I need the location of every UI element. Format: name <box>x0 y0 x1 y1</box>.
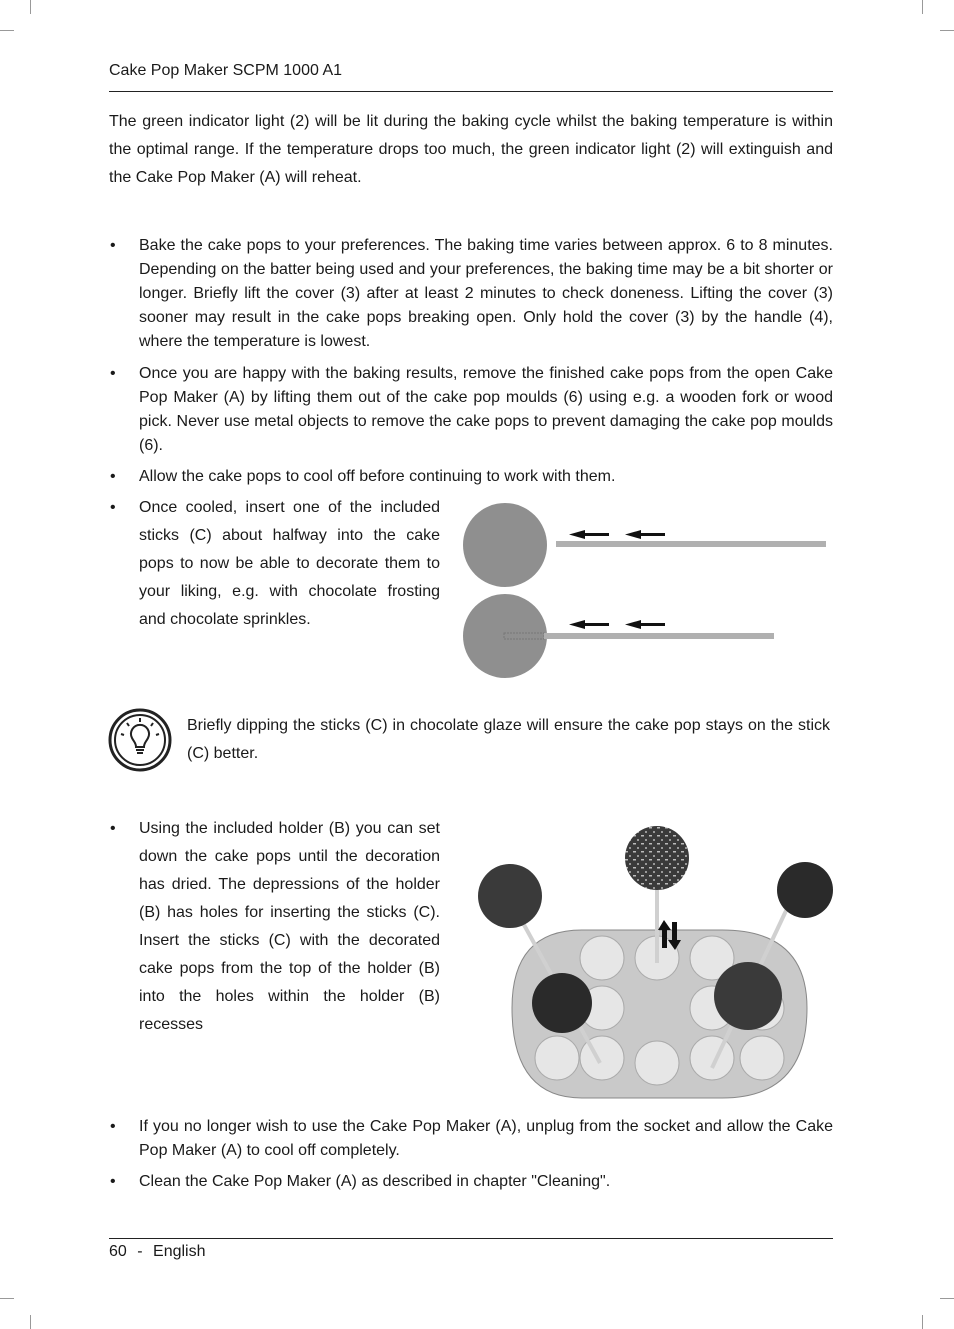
page-header: Cake Pop Maker SCPM 1000 A1 <box>109 62 343 79</box>
crop-mark <box>30 1315 31 1329</box>
header-rule <box>109 91 833 92</box>
cake-pop-sprinkles <box>625 826 689 890</box>
bullet-holder: Using the included holder (B) you can set down the cake pops until the decoration has dried. The depressions of the holder (B) has holes for inserting the sticks (C). Insert the sticks (C) with the decorated cake pops from the top of the holder (B) into the holes within the holder (B) recesses <box>139 820 440 1033</box>
bullet-remove: Once you are happy with the baking results, remove the finished cake pops from the open Cake Pop Maker (A) by lifting them out of the cake pop moulds (6) using e.g. a wooden fork or wood pick. Never use metal objects to remove the cake pops to prevent damaging the cake pop moulds (6). <box>139 365 833 454</box>
crop-mark <box>0 1298 14 1299</box>
lightbulb-icon <box>108 708 172 772</box>
cake-pop-chocolate <box>777 862 833 918</box>
bullet-dot: • <box>110 499 116 516</box>
crop-mark <box>922 1315 923 1329</box>
crop-mark <box>0 30 14 31</box>
crop-mark <box>940 1298 954 1299</box>
intro-paragraph: The green indicator light (2) will be lit during the baking cycle whilst the baking temperature is within the optimal range. If the temperature drops too much, the green indicator light (2) will extinguish and the Cake Pop Maker (A) will reheat. <box>109 113 833 186</box>
bullet-bake: Bake the cake pops to your preferences. The baking time varies between approx. 6 to 8 minutes. Depending on the batter being used and your preferences, the baking time may be a bit shorter or longer. Briefly lift the cover (3) after at least 2 minutes to check doneness. Lifting the cover (3) sooner may result in the cake pops breaking open. Only hold the cover (3) by the handle (4), where the temperature is lowest. <box>139 237 833 350</box>
bullet-cool: Allow the cake pops to cool off before continuing to work with them. <box>139 468 616 485</box>
page-number: 60 <box>109 1243 127 1260</box>
holder-illustration <box>472 818 836 1102</box>
arrow-left-icon <box>569 620 665 629</box>
bullet-clean: Clean the Cake Pop Maker (A) as described in chapter "Cleaning". <box>139 1173 611 1190</box>
stick <box>544 633 774 639</box>
bullet-dot: • <box>110 365 116 382</box>
cake-pop-chocolate <box>532 973 592 1033</box>
cake-pop-hearts <box>714 962 782 1030</box>
footer-language: English <box>153 1243 206 1260</box>
footer-rule <box>109 1238 833 1239</box>
crop-mark <box>30 0 31 14</box>
page-footer <box>109 1243 206 1261</box>
bullet-dot: • <box>110 237 116 254</box>
bullet-dot: • <box>110 1118 116 1135</box>
stick-insertion-illustration <box>455 498 835 684</box>
bullet-unplug: If you no longer wish to use the Cake Pop Maker (A), unplug from the socket and allow the Cake Pop Maker (A) to cool off completely. <box>139 1118 833 1159</box>
crop-mark <box>922 0 923 14</box>
cake-pop-ball <box>463 503 547 587</box>
bullet-dot: • <box>110 468 116 485</box>
bullet-dot: • <box>110 820 116 837</box>
tip-text: Briefly dipping the sticks (C) in chocolate glaze will ensure the cake pop stays on the stick (C) better. <box>187 717 830 762</box>
stick <box>556 541 826 547</box>
footer-separator: - <box>137 1243 143 1260</box>
bullet-insert-sticks: Once cooled, insert one of the included sticks (C) about halfway into the cake pops to now be able to decorate them to your liking, e.g. with chocolate frosting and chocolate sprinkles. <box>139 499 440 628</box>
crop-mark <box>940 30 954 31</box>
bullet-dot: • <box>110 1173 116 1190</box>
cake-pop-hearts <box>478 864 542 928</box>
arrow-left-icon <box>569 530 665 539</box>
cake-pop-ball <box>463 594 547 678</box>
